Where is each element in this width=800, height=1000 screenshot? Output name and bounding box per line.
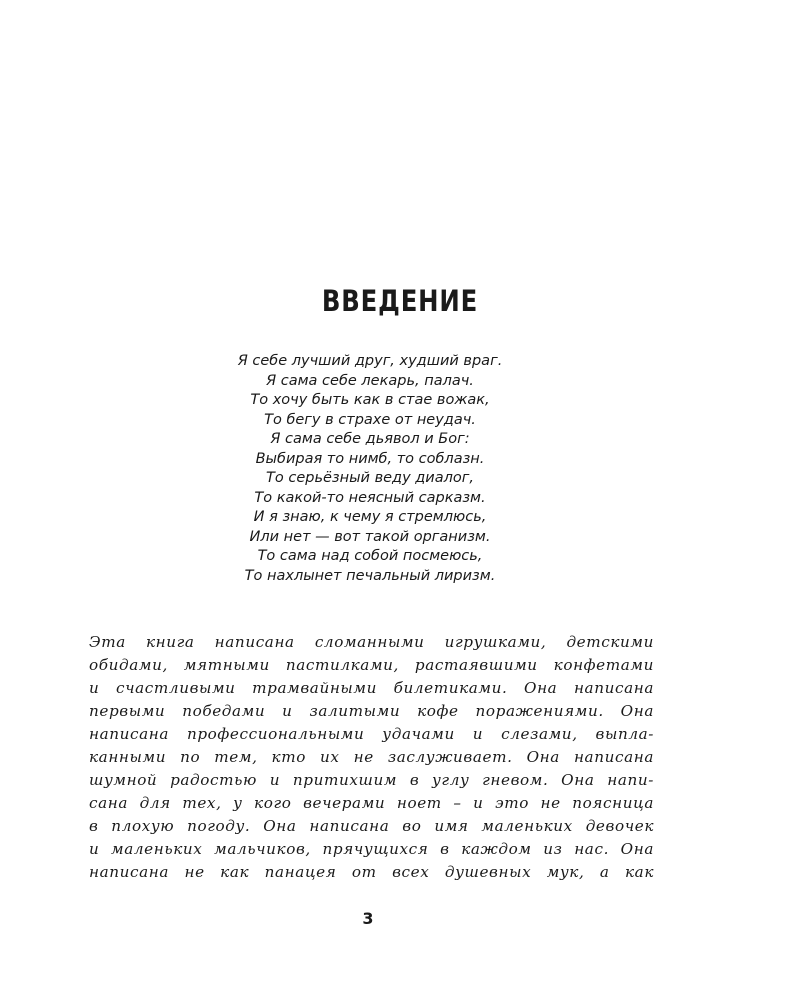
poem-line: Я сама себе дьявол и Бог: bbox=[270, 431, 470, 447]
epigraph-poem bbox=[0, 352, 740, 586]
poem-line: Я себе лучший друг, худший враг. bbox=[237, 353, 503, 369]
chapter-title: ВВЕДЕНИЕ bbox=[321, 284, 479, 318]
poem-line: То бегу в страхе от неудач. bbox=[264, 411, 476, 428]
poem-line: То хочу быть как в стае вожак, bbox=[250, 392, 490, 408]
body-line: Эта книга написана сломанными игрушками, детскими bbox=[89, 633, 654, 651]
body-line: в плохую погоду. Она написана во имя маленьких девочек bbox=[89, 817, 654, 835]
poem-line: Или нет — вот такой организм. bbox=[249, 528, 491, 545]
body-line: и маленьких мальчиков, прячущихся в каждом из нас. Она bbox=[89, 840, 654, 858]
page-number: 3 bbox=[362, 909, 374, 928]
poem-line: И я знаю, к чему я стремлюсь, bbox=[253, 509, 487, 525]
body-line: написана не как панацея от всех душевных мук, а как bbox=[89, 863, 654, 881]
poem-line: Я сама себе лекарь, палач. bbox=[266, 372, 474, 389]
body-line: шумной радостью и притихшим в углу гневом. Она напи- bbox=[89, 771, 654, 789]
body-line: канными по тем, кто их не заслуживает. Она написана bbox=[89, 748, 654, 766]
poem-line: То сама над собой посмеюсь, bbox=[257, 548, 483, 564]
poem-line: То нахлынет печальный лиризм. bbox=[244, 567, 496, 584]
poem-line: То серьёзный веду диалог, bbox=[266, 470, 474, 486]
body-paragraph bbox=[89, 631, 654, 884]
body-line: первыми победами и залитыми кофе поражениями. Она bbox=[89, 702, 654, 720]
body-line: сана для тех, у кого вечерами ноет – и это не поясница bbox=[89, 794, 654, 812]
poem-line: Выбирая то нимб, то соблазн. bbox=[255, 450, 485, 467]
body-line: написана профессиональными удачами и слезами, выпла- bbox=[89, 725, 654, 743]
body-line: обидами, мятными пастилками, растаявшими конфетами bbox=[89, 656, 654, 674]
poem-line: То какой-то неясный сарказм. bbox=[254, 489, 486, 506]
body-line: и счастливыми трамвайными билетиками. Она написана bbox=[89, 679, 654, 697]
